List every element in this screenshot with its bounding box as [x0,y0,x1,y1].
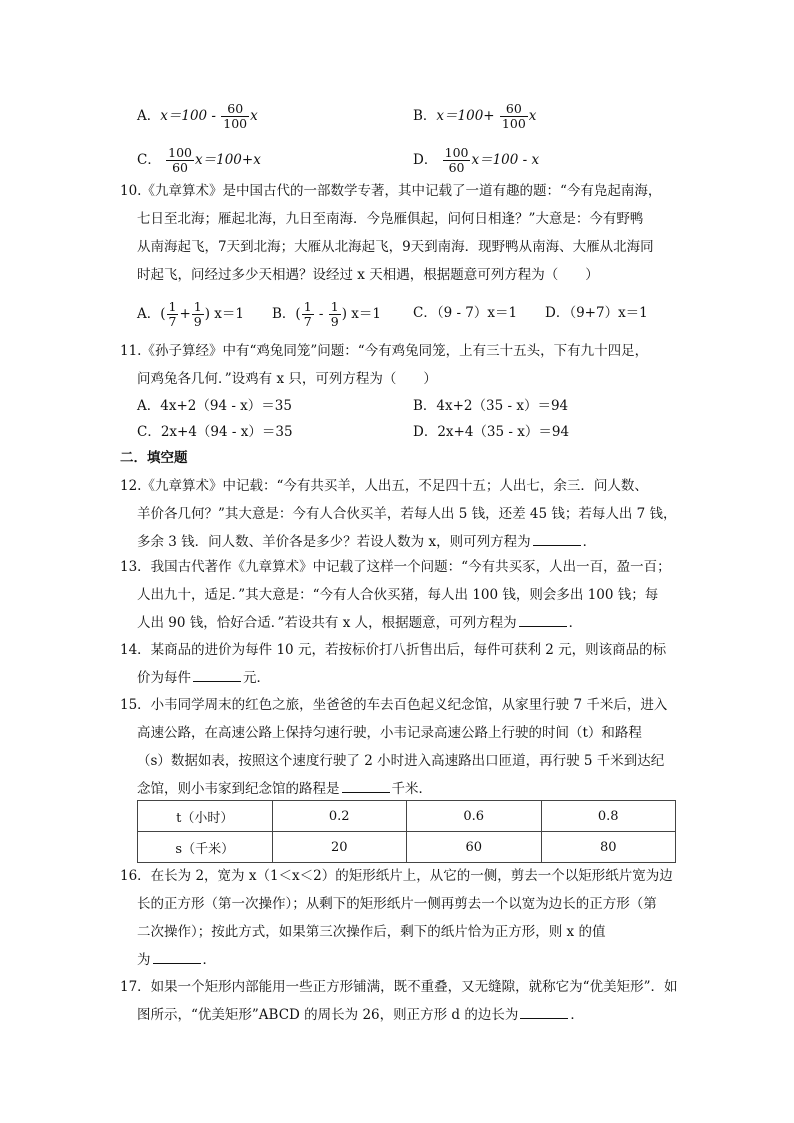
unit-text: 元． [243,670,270,686]
numerator: 1 [303,299,312,314]
q11-option-b: B．4x+2（35 - x）＝94 [413,398,569,414]
fraction [192,300,204,329]
q14-line-2 [137,668,270,688]
numerator: 100 [168,145,192,160]
q16-text: 为 [137,952,151,968]
table-cell: 0.6 [407,801,542,832]
option-label: C． [137,152,161,168]
q10-option-d: D．（9+7）x＝1 [545,305,648,321]
q10-line-1: 10.《九章算术》是中国古代的一部数学专著，其中记载了一道有趣的题：“今有凫起南海， [120,183,662,199]
q15-line-2: 高速公路，在高速公路上保持匀速行驶，小韦记录高速公路上行驶的时间（t）和路程 [137,725,642,741]
equation-text: x＝100+ [436,108,495,124]
denominator: 9 [330,314,339,329]
equation-text: x [250,108,258,124]
fraction [221,102,249,131]
q16-line-2: 长的正方形（第一次操作）；从剩下的矩形纸片一侧再剪去一个以宽为边长的正方形（第 [137,896,657,912]
option-label: A．( [137,306,166,322]
q16-line-4 [137,950,216,970]
numerator: 60 [500,102,528,117]
fraction [167,300,179,329]
numerator: 1 [330,299,339,314]
q10-option-c: C．（9 - 7）x＝1 [413,305,518,321]
fraction [166,146,194,175]
q13-line-2: 人出九十，适足．”其大意是：“今有人合伙买猪，每人出 100 钱，则会多出 100 钱；每 [137,587,659,603]
numerator: 1 [168,299,177,314]
equation-text: ) x＝1 [204,306,245,322]
q10-line-4: 时起飞，问经过多少天相遇？设经过 x 天相遇，根据题意可列方程为（ ） [137,267,599,283]
q15-line-3: （s）数据如表，按照这个速度行驶了 2 小时进入高速路出口匝道，再行驶 5 千米到达纪 [137,753,665,769]
denominator: 60 [448,160,465,175]
q12-text: 多余 3 钱．问人数、羊价各是多少？若设人数为 x，则可列方程为 [137,534,531,550]
q11-line-2: 问鸡兔各几何．”设鸡有 x 只，可列方程为（ ） [137,371,437,387]
q17-text: 图所示，“优美矩形”ABCD 的周长为 26，则正方形 d 的边长为 [137,1007,519,1023]
table-cell: 80 [541,832,676,863]
q14-line-1: 14．某商品的进价为每件 10 元，若按标价打八折售出后，每件可获利 2 元，则该商品的标 [120,642,667,658]
q15-line-1: 15．小韦同学周末的红色之旅，坐爸爸的车去百色起义纪念馆，从家里行驶 7 千米后，进入 [120,697,668,713]
denominator: 7 [303,314,312,329]
q10-line-2: 七日至北海；雁起北海，九日至南海．今凫雁俱起，问何日相逢？”大意是：今有野鸭 [137,211,644,227]
numerator: 60 [221,102,249,117]
option-label: A． [137,108,161,124]
answer-blank[interactable] [533,533,581,546]
q14-text: 价为每件 [137,670,191,686]
equation-text: x＝100 - x [471,152,540,168]
q11-option-c: C．2x+4（94 - x）＝35 [137,424,293,440]
punctuation: ． [568,615,583,631]
q11-option-a: A．4x+2（94 - x）＝35 [137,398,292,414]
option-label: D． [413,152,438,168]
q15-line-4 [137,779,432,799]
q12-line-1: 12.《九章算术》中记载：“今有共买羊，人出五，不足四十五；人出七，余三．问人数、 [120,478,648,494]
numerator: 100 [444,145,469,160]
denominator: 7 [168,314,177,329]
section-title: 二．填空题 [120,450,188,466]
answer-blank[interactable] [153,951,201,964]
answer-blank[interactable] [519,614,567,627]
table-cell: 0.8 [541,801,676,832]
unit-text: 千米． [391,781,432,797]
equation-text: x [528,108,537,124]
numerator: 1 [193,299,202,314]
q13-line-1: 13．我国古代著作《九章算术》中记载了这样一个问题：“今有共买豕，人出一百，盈一百； [120,559,671,575]
answer-blank[interactable] [520,1006,568,1019]
punctuation: ． [582,534,597,550]
equation-text: ) x＝1 [341,306,382,322]
table-row [138,801,676,832]
q13-text: 人出 90 钱，恰好合适．”若设共有 x 人，根据题意，可列方程为 [137,615,517,631]
q9-option-a [137,102,258,131]
table-row [138,832,676,863]
fraction [500,102,528,131]
q11-option-d: D．2x+4（35 - x）＝94 [413,424,570,440]
equation-text: x＝100 - [160,108,216,124]
q9-option-c [137,146,261,175]
denominator: 100 [223,116,248,131]
table-row-header: s（千米） [138,832,273,863]
operator: + [179,306,191,322]
punctuation: ． [202,952,216,968]
q12-line-3 [137,532,596,552]
table-cell: 0.2 [272,801,407,832]
q10-line-3: 从南海起飞，7天到北海；大雁从北海起飞，9天到南海．现野鸭从南海、大雁从北海同 [137,239,654,255]
q16-line-3: 二次操作）；按此方式，如果第三次操作后，剩下的纸片恰为正方形，则 x 的值 [137,924,606,940]
table-row-header: t（小时） [138,801,273,832]
q17-line-1: 17．如果一个矩形内部能用一些正方形铺满，既不重叠，又无缝隙，就称它为“优美矩形”．如 [120,979,678,995]
equation-text: x＝100+x [195,152,261,168]
fraction [443,146,471,175]
q9-option-b [413,102,536,131]
q9-option-d [413,146,539,175]
operator: - [314,306,328,322]
q11-line-1: 11.《孙子算经》中有“鸡兔同笼”问题：“今有鸡兔同笼，上有三十五头，下有九十四足， [120,343,649,359]
q15-text: 念馆，则小韦家到纪念馆的路程是 [137,781,340,797]
answer-blank[interactable] [342,780,390,793]
answer-blank[interactable] [193,669,241,682]
q10-option-a [137,300,244,329]
data-table [137,800,676,863]
q12-line-2: 羊价各几何？”其大意是：今有人合伙买羊，若每人出 5 钱，还差 45 钱；若每人出 7 钱， [137,506,677,522]
denominator: 60 [172,160,189,175]
denominator: 9 [193,314,202,329]
q16-line-1: 16．在长为 2，宽为 x（1＜x＜2）的矩形纸片上，从它的一侧，剪去一个以矩形纸片宽为边 [120,868,673,884]
option-label: B．( [272,306,301,322]
option-label: B． [413,108,437,124]
table-cell: 20 [272,832,407,863]
table-cell: 60 [407,832,542,863]
q13-line-3 [137,613,582,633]
fraction [302,300,314,329]
q10-option-b [272,300,381,329]
denominator: 100 [501,116,526,131]
fraction [329,300,341,329]
q17-line-2 [137,1005,584,1025]
punctuation: ． [570,1007,584,1023]
